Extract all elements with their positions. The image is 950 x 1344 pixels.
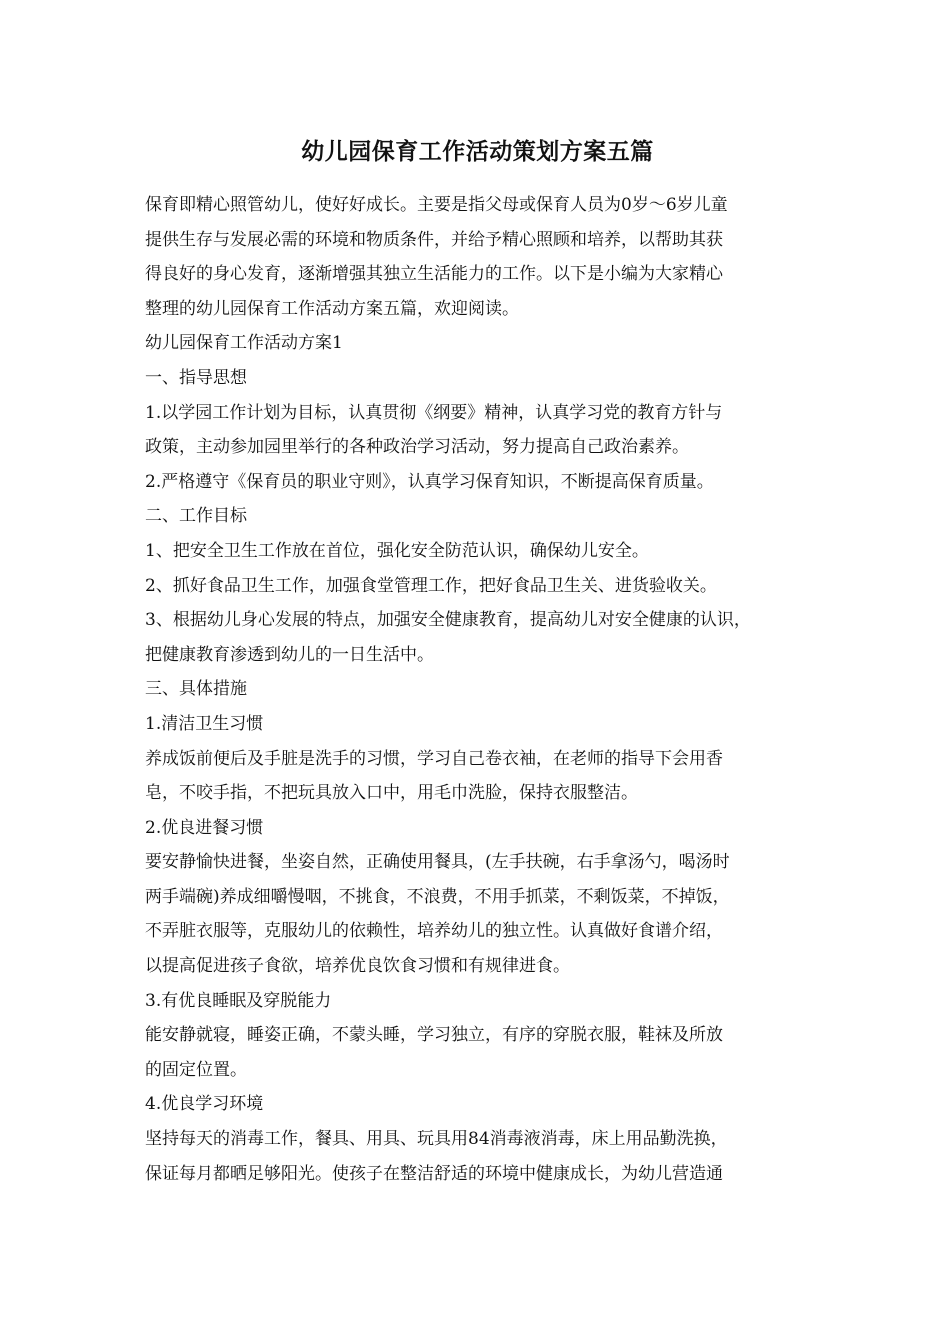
body-line: 不弄脏衣服等，克服幼儿的依赖性，培养幼儿的独立性。认真做好食谱介绍， xyxy=(145,921,723,942)
body-line: 1、把安全卫生工作放在首位，强化安全防范认识，确保幼儿安全。 xyxy=(145,540,649,561)
body-line: 整理的幼儿园保育工作活动方案五篇，欢迎阅读。 xyxy=(145,298,519,319)
section-heading: 二、工作目标 xyxy=(145,506,247,527)
section-heading: 一、指导思想 xyxy=(145,367,247,388)
body-line: 保育即精心照管幼儿，使好好成长。主要是指父母或保育人员为0岁～6岁儿童 xyxy=(145,195,728,215)
body-line: 2、抓好食品卫生工作，加强食堂管理工作，把好食品卫生关、进货验收关。 xyxy=(145,575,717,596)
body-line: 坚持每天的消毒工作，餐具、用具、玩具用84消毒液消毒，床上用品勤洗换， xyxy=(145,1129,728,1150)
subsection-heading: 1.清洁卫生习惯 xyxy=(145,713,264,734)
body-line: 养成饭前便后及手脏是洗手的习惯，学习自己卷衣袖，在老师的指导下会用香 xyxy=(145,748,723,769)
document-body xyxy=(145,188,810,1191)
body-line: 以提高促进孩子食欲，培养优良饮食习惯和有规律进食。 xyxy=(145,956,570,977)
body-line: 1.以学园工作计划为目标，认真贯彻《纲要》精神，认真学习党的教育方针与 xyxy=(145,402,723,423)
body-line: 两手端碗)养成细嚼慢咽，不挑食，不浪费，不用手抓菜，不剩饭菜，不掉饭， xyxy=(145,886,730,907)
body-line: 保证每月都晒足够阳光。使孩子在整洁舒适的环境中健康成长，为幼儿营造通 xyxy=(145,1163,723,1184)
document-title: 幼儿园保育工作活动策划方案五篇 xyxy=(301,138,654,165)
body-line: 政策，主动参加园里举行的各种政治学习活动，努力提高自己政治素养。 xyxy=(145,437,689,458)
body-line: 得良好的身心发育，逐渐增强其独立生活能力的工作。以下是小编为大家精心 xyxy=(145,264,723,285)
body-line: 的固定位置。 xyxy=(145,1059,247,1080)
body-line: 提供生存与发展必需的环境和物质条件，并给予精心照顾和培养，以帮助其获 xyxy=(145,229,723,250)
section-heading: 三、具体措施 xyxy=(145,679,247,700)
body-line: 2.严格遵守《保育员的职业守则》，认真学习保育知识，不断提高保育质量。 xyxy=(145,471,714,492)
subsection-heading: 3.有优良睡眠及穿脱能力 xyxy=(145,990,332,1011)
section-heading-plan-1: 幼儿园保育工作活动方案1 xyxy=(145,333,343,354)
subsection-heading: 4.优良学习环境 xyxy=(145,1094,264,1115)
body-line: 能安静就寝，睡姿正确，不蒙头睡，学习独立，有序的穿脱衣服，鞋袜及所放 xyxy=(145,1025,723,1046)
body-line: 把健康教育渗透到幼儿的一日生活中。 xyxy=(145,644,434,665)
body-line: 要安静愉快进餐，坐姿自然，正确使用餐具，(左手扶碗，右手拿汤勺，喝汤时 xyxy=(145,852,730,873)
body-line: 3、根据幼儿身心发展的特点，加强安全健康教育，提高幼儿对安全健康的认识， xyxy=(145,610,751,631)
subsection-heading: 2.优良进餐习惯 xyxy=(145,817,264,838)
body-line: 皂，不咬手指，不把玩具放入口中，用毛巾洗脸，保持衣服整洁。 xyxy=(145,783,638,804)
